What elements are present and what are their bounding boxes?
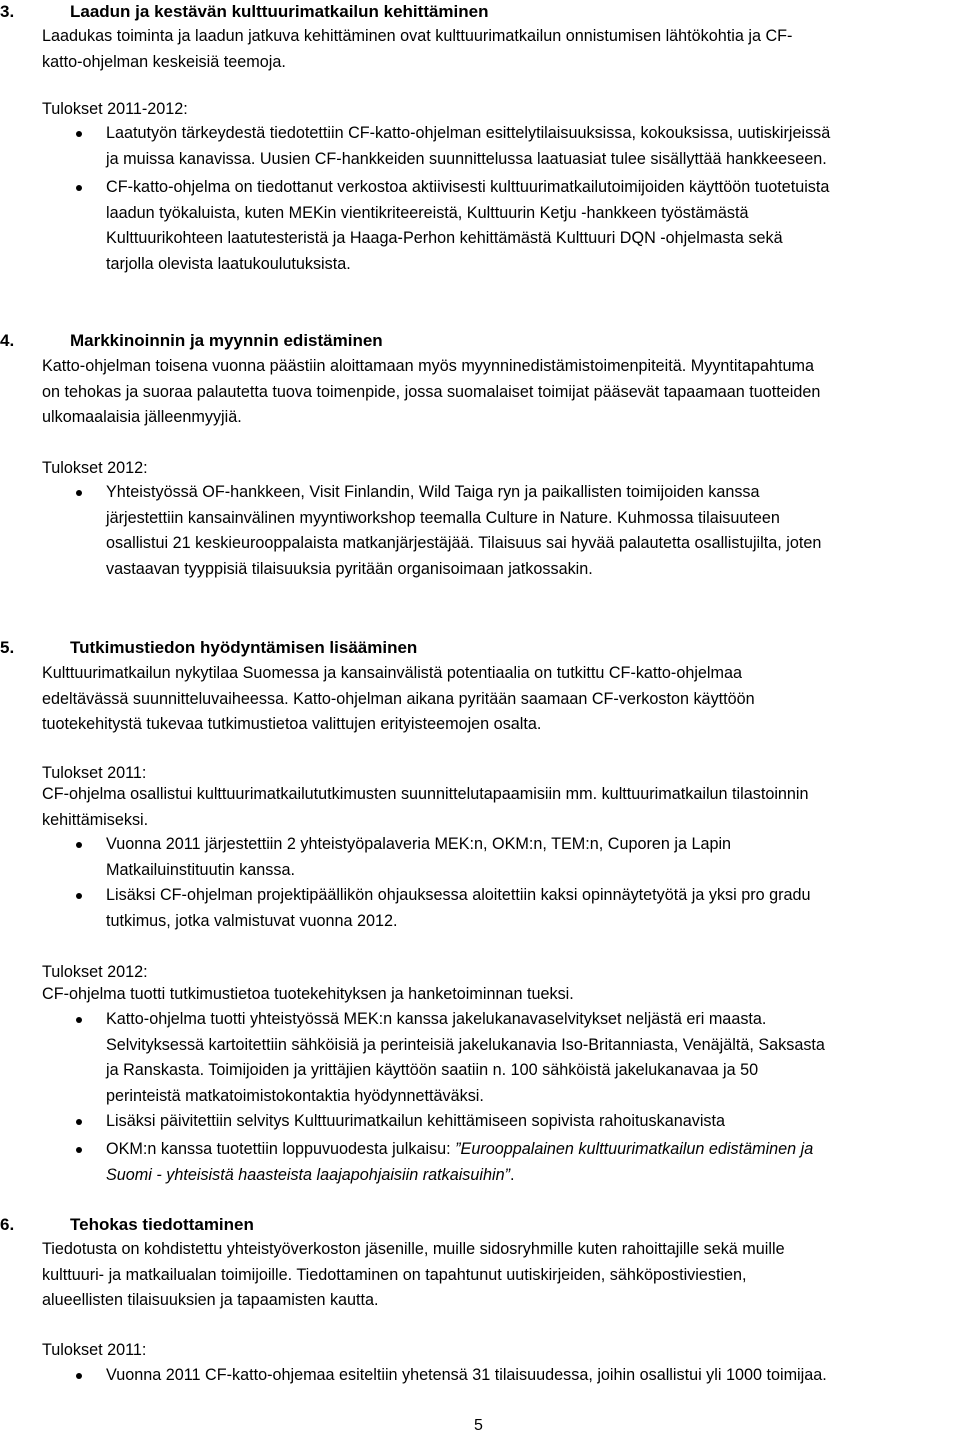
bullet-dot	[76, 893, 82, 899]
results-heading: Tulokset 2011-2012:	[42, 100, 188, 118]
okm-prefix: OKM:n kanssa tuotettiin loppuvuodesta julkaisu:	[106, 1140, 456, 1158]
bullet-dot	[76, 1119, 82, 1125]
okm-suffix: .	[510, 1165, 515, 1184]
bullet-dot	[76, 1017, 82, 1023]
results-heading: Tulokset 2012:	[42, 963, 148, 981]
section-5-intro: Kulttuurimatkailun nykytilaa Suomessa ja kansainvälistä potentiaalia on tutkittu CF-katto-ohjelmaa edeltävässä suunnitteluvaiheessa. Katto-ohjelman aikana pyritään saamaan CF-verkoston käyttöön tuotekehitystä tukevaa tutkimustietoa valittujen erityisteemojen osalta.	[42, 664, 755, 733]
results-text: CF-ohjelma osallistui kulttuurimatkailututkimusten suunnittelutapaamisiin mm. kulttuurimatkailun tilastoinnin kehittämiseksi.	[42, 785, 809, 829]
document-page: 3. Laadun ja kestävän kulttuurimatkailun kehittäminen Laadukas toiminta ja laadun jatkuva kehittäminen ovat kulttuurimatkailun onnistumisen lähtökohtia ja CF- katto-ohjelman keskeisiä teemoja. Tulokset 2011-2012: Laatutyön tärkeydestä tiedotettiin CF-katto-ohjelman esittelytilaisuuksissa, kokouksissa, uutiskirjeissä ja muissa kanavissa. Uusien CF-hankkeiden suunnittelussa laatuasiat tulee sisällyttää hankkeeseen. CF-katto-ohjelma on tiedottanut verkostoa aktiivisesti kulttuurimatkailutoimijoiden käyttöön tuotetuista laadun työkaluista, kuten MEKin vientikriteereistä, Kulttuurin Ketju -hankkeen työstämästä Kulttuurikohteen laatutesteristä ja Haaga-Perhon kehittämästä Kulttuuri DQN -ohjelmasta sekä tarjolla olevista laatukoulutuksista. 4. Markkinoinnin ja myynnin edistäminen Katto-ohjelman toisena vuonna päästiin aloittamaan myös myynninedistämistoimenpiteitä. Myyntitapahtuma on tehokas ja suoraa palautetta tuova toimenpide, jossa suomalaiset toimijat pääsevät tapaamaan tuotteiden ulkomaalaisia jälleenmyyjiä. Tulokset 2012: Yhteistyössä OF-hankkeen, Visit Finlandin, Wild Taiga ryn ja paikallisten toimijoiden kanssa järjestettiin kansainvälinen myyntiworkshop teemalla Culture in Nature. Kuhmossa tilaisuuteen osallistui 21 keskieurooppalaista matkanjärjestäjää. Tilaisuus sai hyvää palautetta osallistujilta, joten vastaavan tyyppisiä tilaisuuksia pyritään organisoimaan jatkossakin. 5. Tutkimustiedon hyödyntämisen lisääminen Kulttuurimatkailun nykytilaa Suomessa ja kansainvälistä potentiaalia on tutkittu CF-katto-ohjelmaa edeltävässä suunnitteluvaiheessa. Katto-ohjelman aikana pyritään saamaan CF-verkoston käyttöön tuotekehitystä tukevaa tutkimustietoa valittujen erityisteemojen osalta. Tulokset 2011: CF-ohjelma osallistui kulttuurimatkailututkimusten suunnittelutapaamisiin mm. kulttuurimatkailun tilastoinnin kehittämiseksi. Vuonna 2011 järjestettiin 2 yhteistyöpalaveria MEK:n, OKM:n, TEM:n, Cuporen ja Lapin Matkailuinstituutin kanssa. Lisäksi CF-ohjelman projektipäällikön ohjauksessa aloitettiin kaksi opinnäytetyötä ja yksi pro gradu tutkimus, jotka valmistuvat vuonna 2012. Tulokset 2012: CF-ohjelma tuotti tutkimustietoa tuotekehityksen ja hanketoiminnan tueksi. Katto-ohjelma tuotti yhteistyössä MEK:n kanssa jakelukanavaselvitykset neljästä eri maasta. Selvityksessä kartoitettiin sähköisiä ja perinteisiä jakelukanavia Iso-Britanniasta, Venäjältä, Saksasta ja Ranskasta. Toimijoiden ja yrittäjien käyttöön saatiin n. 100 sähköistä jakelukanavaa ja 50 perinteistä matkatoimistokontaktia hyödynnettäväksi. Lisäksi päivitettiin selvitys Kulttuurimatkailun kehittämiseen sopivista rahoituskanavista OKM:n kanssa tuotettiin loppuvuodesta julkaisu: ”Eurooppalainen kulttuurimatkailun edistäminen ja Suomi - yhteisistä haasteista laajapohjaisiin ratkaisuihin”. 6. Tehokas tiedottaminen Tiedotusta on kohdistettu yhteistyöverkoston jäsenille, muille sidosryhmille kuten rahoittajille sekä muille kulttuuri- ja matkailualan toimijoille. Tiedottaminen on tapahtunut uutiskirjeiden, sähköpostiviestien, alueellisten tilaisuuksien ja tapaamisten kautta. Tulokset 2011: Vuonna 2011 CF-katto-ohjemaa esiteltiin yhetensä 31 tilaisuudessa, joihin osallistui yli 1000 toimijaa. 5	[0, 2, 831, 1434]
results-heading: Tulokset 2012:	[42, 459, 148, 477]
section-number: 5.	[0, 638, 15, 657]
results-heading: Tulokset 2011:	[42, 1341, 147, 1359]
bullet-dot	[76, 842, 82, 848]
section-title: Laadun ja kestävän kulttuurimatkailun kehittäminen	[70, 2, 489, 21]
section-number: 4.	[0, 331, 15, 350]
results-heading: Tulokset 2011:	[42, 764, 147, 782]
publication-title: ”Eurooppalainen kulttuurimatkailun edistäminen ja	[455, 1140, 814, 1158]
bullet-dot	[76, 1147, 82, 1153]
section-4-intro: Katto-ohjelman toisena vuonna päästiin aloittamaan myös myynninedistämistoimenpiteitä. Myyntitapahtuma on tehokas ja suoraa palautetta tuova toimenpide, jossa suomalaiset toimijat pääsevät tapaamaan tuotteiden ulkomaalaisia jälleenmyyjiä.	[42, 357, 821, 426]
publication-title-cont: Suomi - yhteisistä haasteista laajapohjaisiin ratkaisuihin”	[106, 1165, 510, 1184]
section-number: 6.	[0, 1215, 15, 1234]
section-title: Markkinoinnin ja myynnin edistäminen	[70, 331, 383, 350]
bullet-dot	[76, 185, 82, 191]
section-title: Tehokas tiedottaminen	[70, 1215, 254, 1234]
section-6-intro: Tiedotusta on kohdistettu yhteistyöverkoston jäsenille, muille sidosryhmille kuten rahoittajille sekä muille kulttuuri- ja matkailualan toimijoille. Tiedottaminen on tapahtunut uutiskirjeiden, sähköpostiviestien, alueellisten tilaisuuksien ja tapaamisten kautta.	[42, 1240, 785, 1309]
section-title: Tutkimustiedon hyödyntämisen lisääminen	[70, 638, 418, 657]
bullet-dot	[76, 131, 82, 137]
section-3-intro: Laadukas toiminta ja laadun jatkuva kehittäminen ovat kulttuurimatkailun onnistumisen lähtökohtia ja CF- katto-ohjelman keskeisiä teemoja.	[42, 27, 793, 71]
bullet-dot	[76, 1373, 82, 1379]
bullet-dot	[76, 490, 82, 496]
results-text: CF-ohjelma tuotti tutkimustietoa tuotekehityksen ja hanketoiminnan tueksi.	[42, 985, 574, 1003]
section-number: 3.	[0, 2, 15, 21]
